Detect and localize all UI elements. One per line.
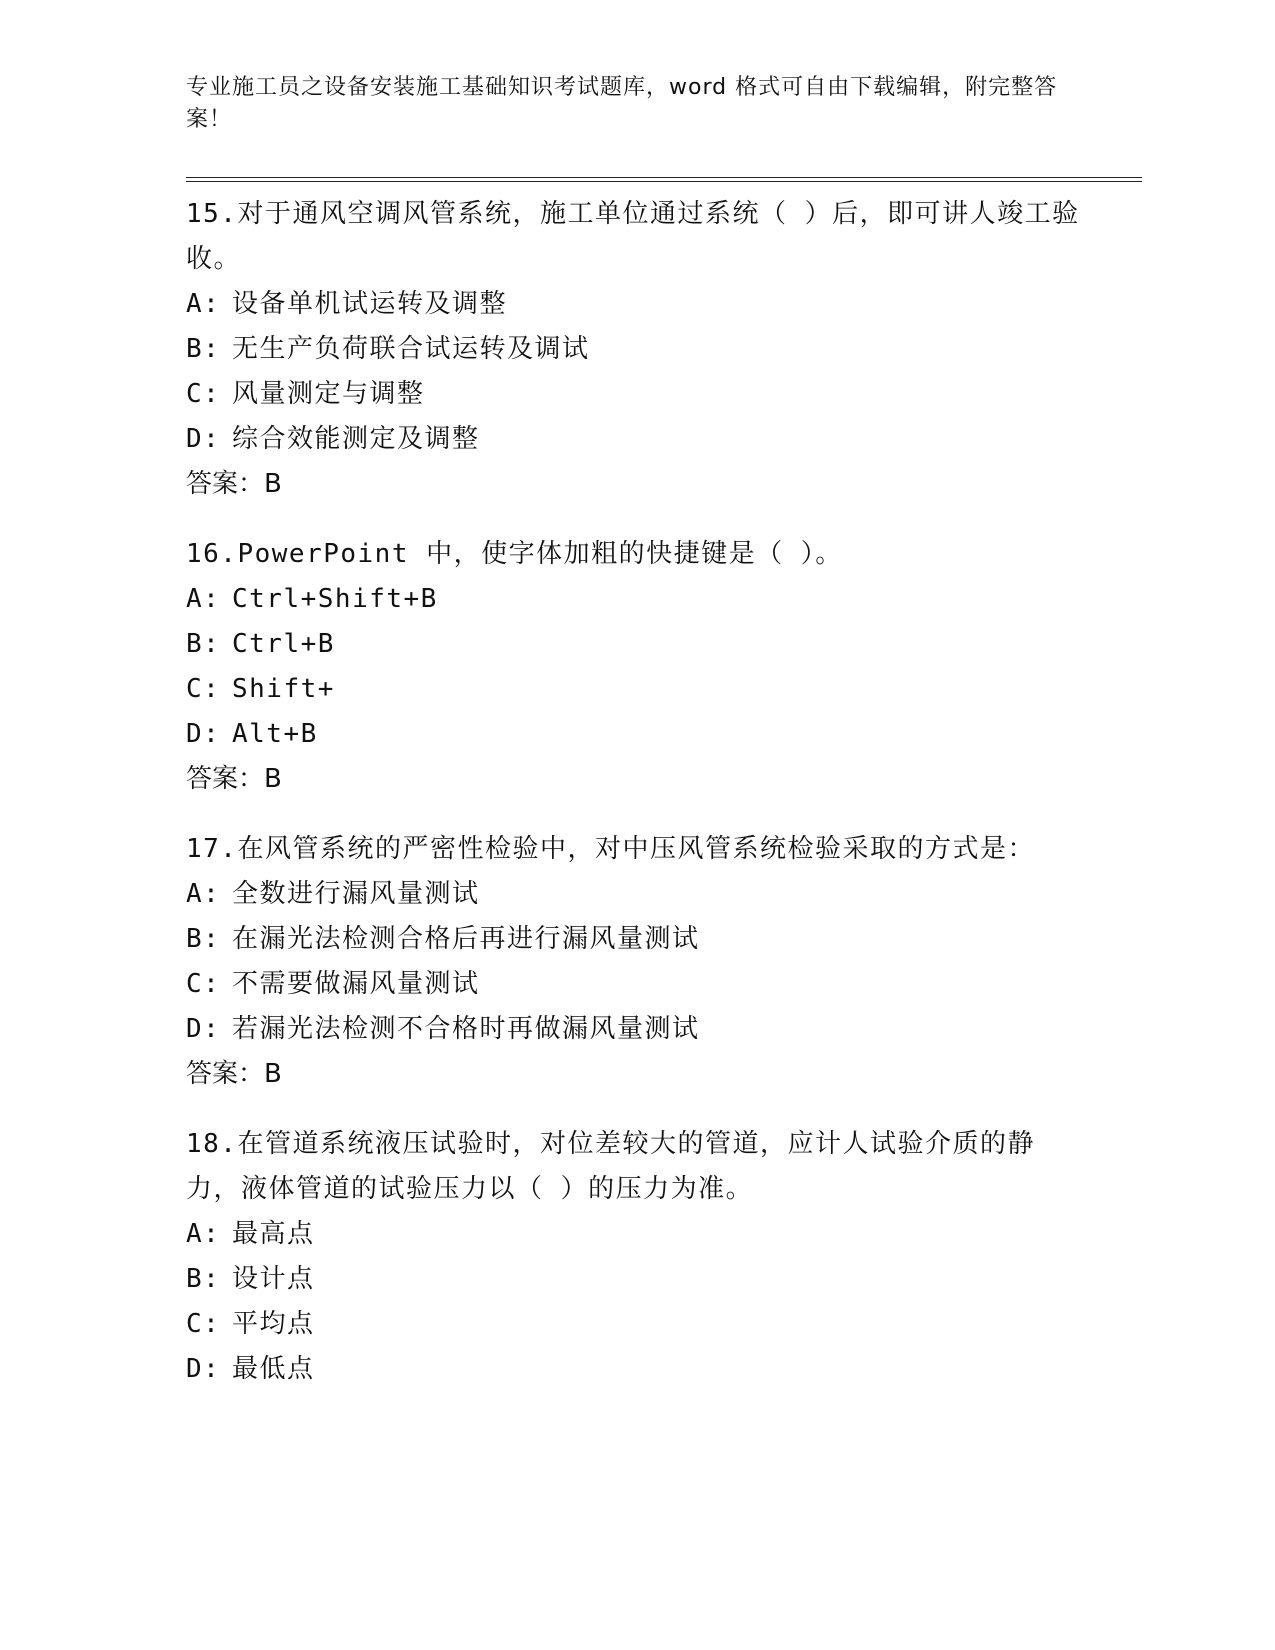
question-text: 15.对于通风空调风管系统，施工单位通过系统（ ）后，即可讲人竣工验收。 <box>186 199 1080 274</box>
option-text: 最高点 <box>232 1219 315 1249</box>
option-text: 设计点 <box>232 1264 315 1294</box>
option-letter: D: <box>186 1014 221 1044</box>
option-letter: B: <box>186 1264 221 1294</box>
option-c <box>186 667 1086 712</box>
option-letter: B: <box>186 334 221 364</box>
option-letter: D: <box>186 1354 221 1384</box>
question-text: 17.在风管系统的严密性检验中，对中压风管系统检验采取的方式是： <box>186 834 1035 864</box>
option-d <box>186 712 1086 757</box>
option-letter: D: <box>186 424 221 454</box>
question-15 <box>186 192 1086 507</box>
option-text: 综合效能测定及调整 <box>232 424 480 454</box>
option-b <box>186 917 1086 962</box>
option-letter: C: <box>186 379 221 409</box>
option-b <box>186 622 1086 667</box>
option-letter: B: <box>186 924 221 954</box>
option-d <box>186 417 1086 462</box>
option-c <box>186 372 1086 417</box>
option-text: 全数进行漏风量测试 <box>232 879 480 909</box>
option-b <box>186 327 1086 372</box>
header-divider-top <box>186 177 1142 178</box>
option-letter: D: <box>186 719 221 749</box>
option-letter: A: <box>186 289 221 319</box>
option-text: 平均点 <box>232 1309 315 1339</box>
question-text: 16.PowerPoint 中，使字体加粗的快捷键是（ ）。 <box>186 539 843 569</box>
answer-line: 答案：B <box>186 469 282 499</box>
answer-line: 答案：B <box>186 1059 282 1089</box>
option-a <box>186 872 1086 917</box>
question-list <box>186 192 1086 1417</box>
option-text: 不需要做漏风量测试 <box>232 969 480 999</box>
option-c <box>186 1302 1086 1347</box>
option-letter: C: <box>186 674 221 704</box>
option-d <box>186 1347 1086 1392</box>
option-a <box>186 282 1086 327</box>
option-letter: C: <box>186 1309 221 1339</box>
option-b <box>186 1257 1086 1302</box>
option-text: Ctrl+Shift+B <box>232 584 438 614</box>
option-letter: A: <box>186 1219 221 1249</box>
option-letter: B: <box>186 629 221 659</box>
option-text: 无生产负荷联合试运转及调试 <box>232 334 590 364</box>
option-text: Ctrl+B <box>232 629 335 659</box>
option-text: Alt+B <box>232 719 318 749</box>
header-divider-bottom <box>186 181 1142 182</box>
option-letter: C: <box>186 969 221 999</box>
option-letter: A: <box>186 879 221 909</box>
option-letter: A: <box>186 584 221 614</box>
option-d <box>186 1007 1086 1052</box>
question-16 <box>186 532 1086 802</box>
question-17 <box>186 827 1086 1097</box>
option-c <box>186 962 1086 1007</box>
option-text: 设备单机试运转及调整 <box>232 289 508 319</box>
answer-line: 答案：B <box>186 764 282 794</box>
question-text: 18.在管道系统液压试验时，对位差较大的管道，应计人试验介质的静力，液体管道的试验压力以（ ）的压力为准。 <box>186 1129 1035 1204</box>
option-a <box>186 1212 1086 1257</box>
question-18 <box>186 1122 1086 1392</box>
option-text: Shift+ <box>232 674 335 704</box>
document-header: 专业施工员之设备安装施工基础知识考试题库，word 格式可自由下载编辑，附完整答案！ <box>186 75 1058 132</box>
option-text: 在漏光法检测合格后再进行漏风量测试 <box>232 924 700 954</box>
option-text: 若漏光法检测不合格时再做漏风量测试 <box>232 1014 700 1044</box>
option-text: 风量测定与调整 <box>232 379 425 409</box>
option-a <box>186 577 1086 622</box>
option-text: 最低点 <box>232 1354 315 1384</box>
